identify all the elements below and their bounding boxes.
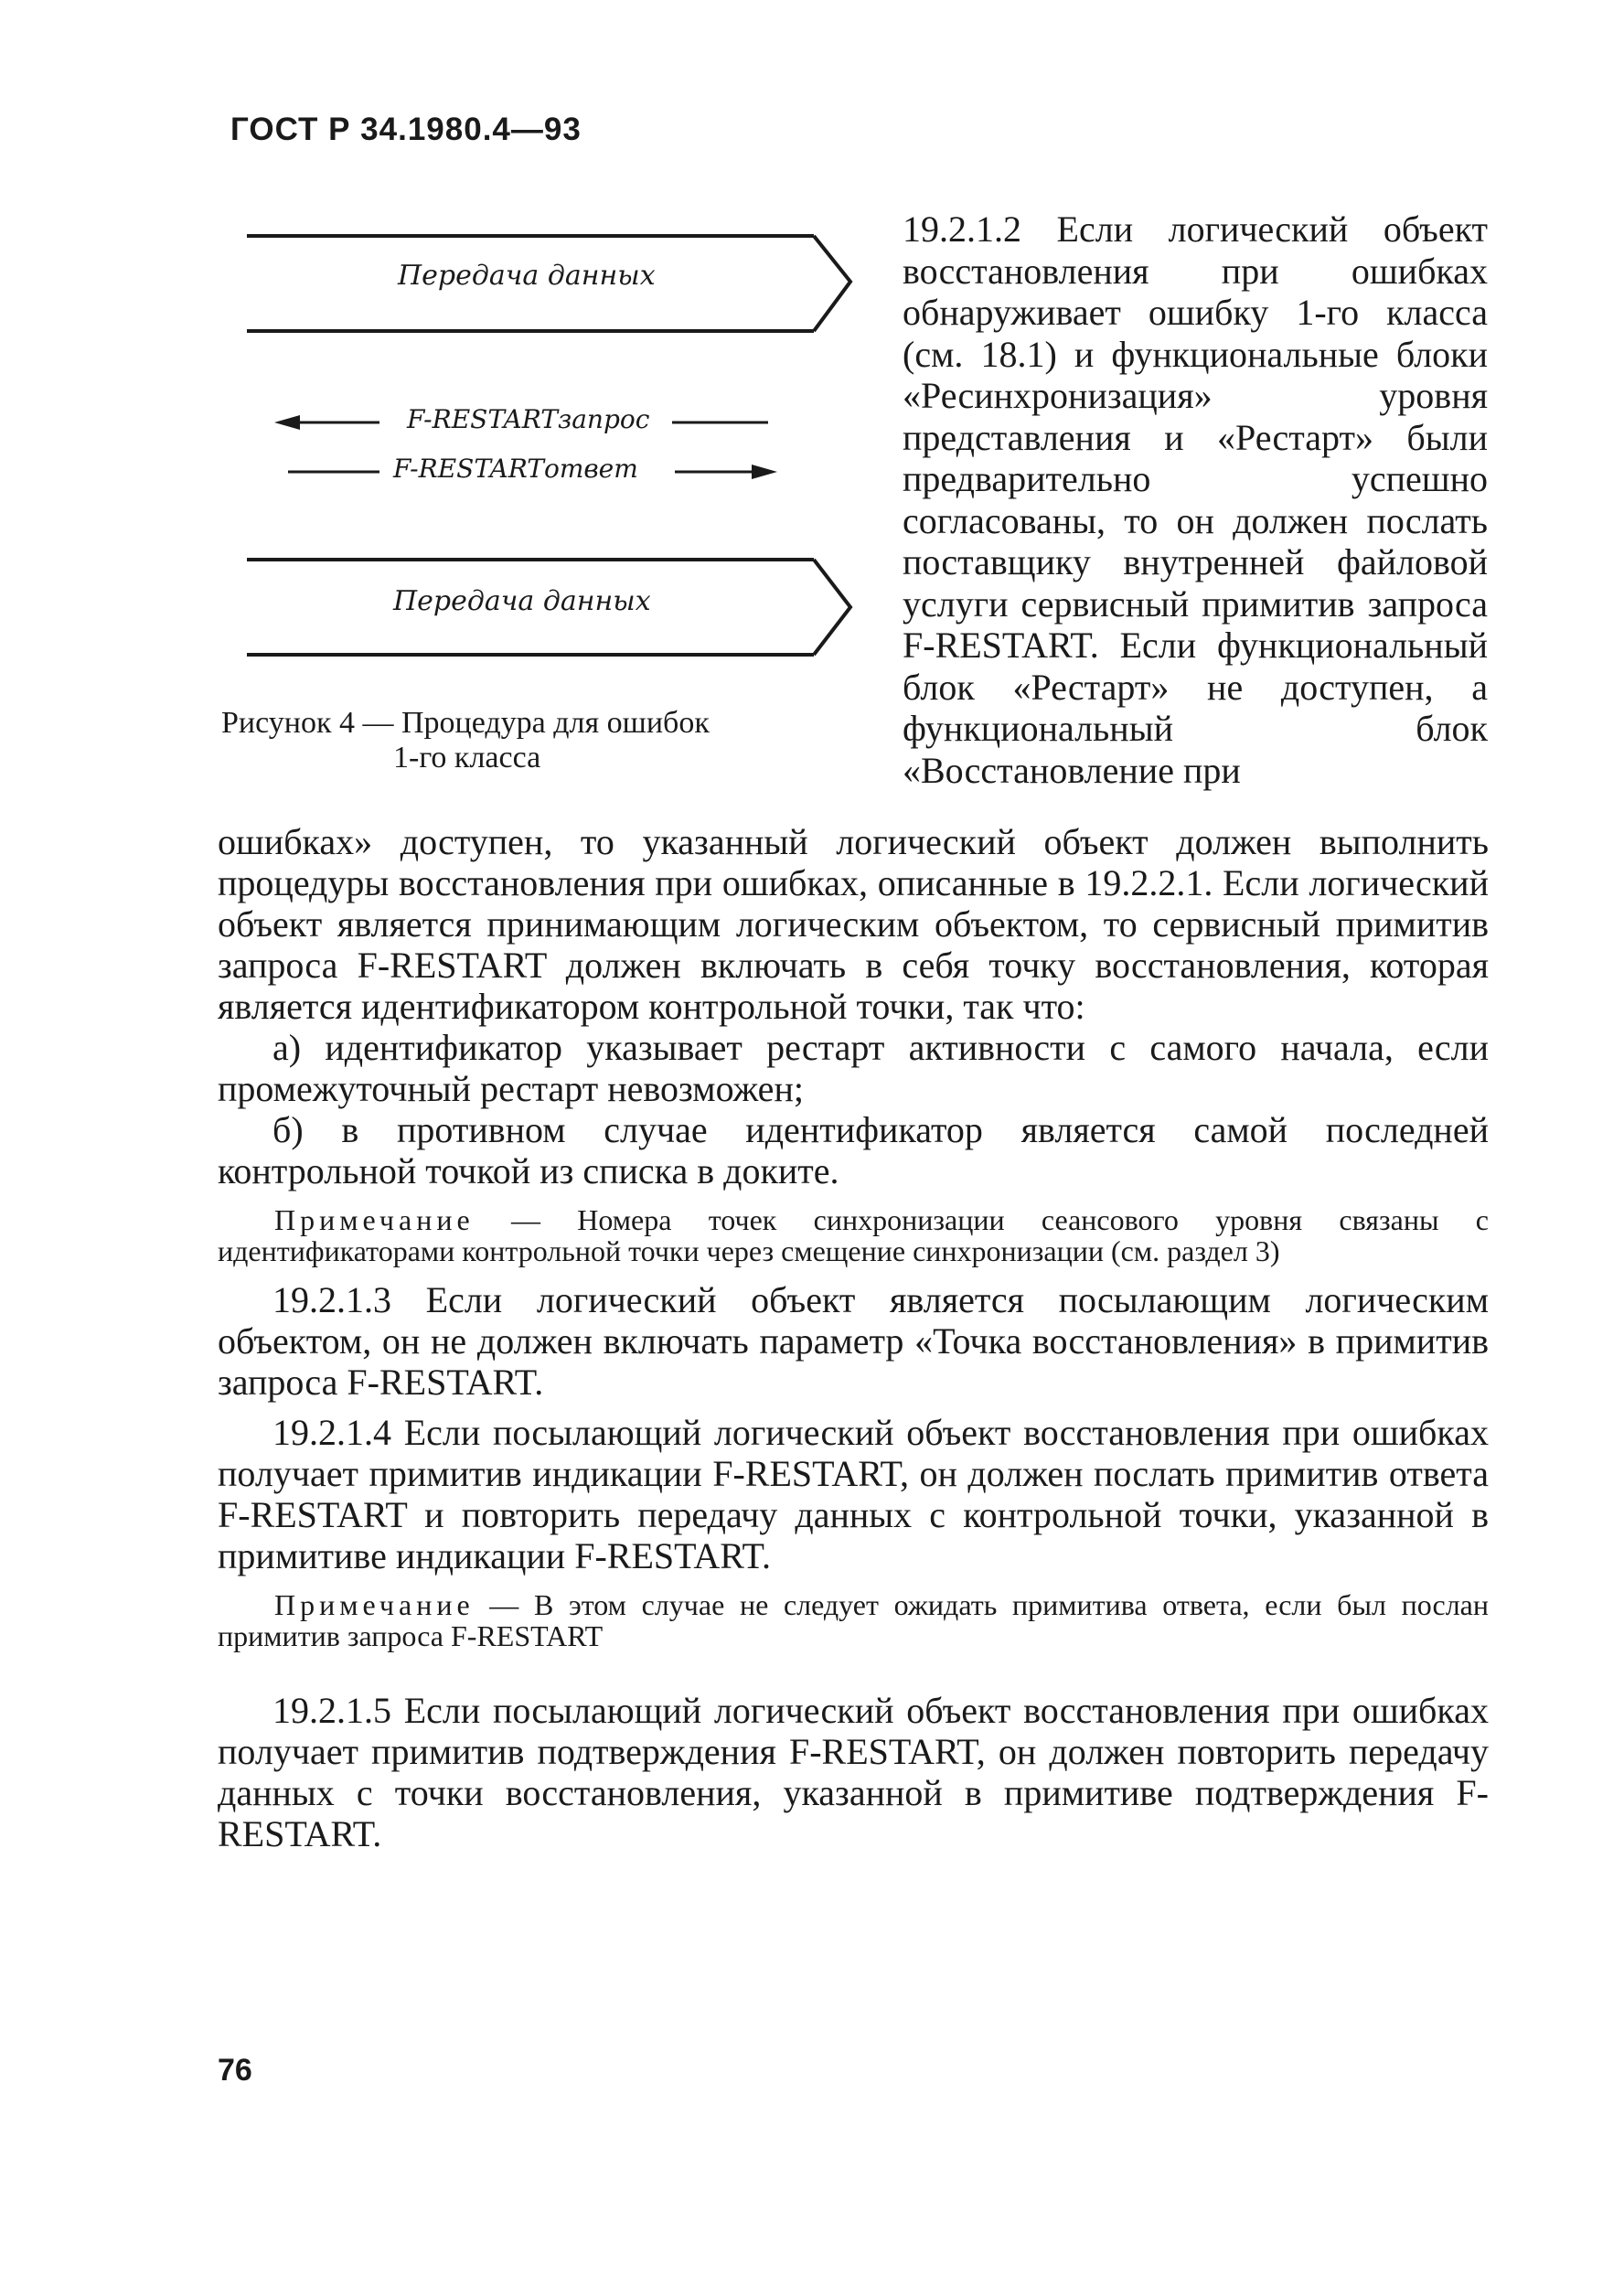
note-2-label: Примечание <box>274 1588 475 1621</box>
paragraph-19-2-1-2-start: 19.2.1.2 Если логический объект восстановления при ошибках обнаруживает ошибку 1-го класса (см. 18.1) и функциональные блоки «Ресинхронизация» уровня представления и «Рестарт» были предварительно успешно согласованы, то он должен послать поставщику внутренней файловой услуги сервисный примитив запроса F-RESTART. Если функциональный блок «Рестарт» не доступен, а функциональный блок «Восстановление при <box>903 208 1488 791</box>
paragraph-19-2-1-5: 19.2.1.5 Если посылающий логический объект восстановления при ошибках получает примитив подтверждения F-RESTART, он должен повторить передачу данных с точки восстановления, указанной в примитиве подтверждения F-RESTART. <box>218 1690 1489 1854</box>
page-number: 76 <box>218 2053 252 2088</box>
note-2-text: — В этом случае не следует ожидать примитива ответа, если был послан примитив запроса F-RESTART <box>218 1588 1489 1652</box>
data-transfer-label-top: Передача данных <box>398 260 656 292</box>
note-1 <box>218 1204 1489 1266</box>
caption-line-2: 1-го класса <box>393 741 541 774</box>
list-item-b: б) в противном случае идентификатор является самой последней контрольной точкой из списка в доките. <box>218 1109 1489 1191</box>
data-transfer-label-bottom: Передача данных <box>393 585 651 617</box>
figure-4-diagram <box>219 201 860 774</box>
figure-caption <box>219 706 841 775</box>
main-text <box>218 821 1489 1854</box>
list-item-a: а) идентификатор указывает рестарт активности с самого начала, если промежуточный рестарт невозможен; <box>218 1027 1489 1109</box>
caption-line-1: Рисунок 4 — Процедура для ошибок <box>221 706 710 740</box>
response-label: F-RESTARTответ <box>393 454 638 484</box>
note-2 <box>218 1589 1489 1651</box>
document-header: ГОСТ Р 34.1980.4—93 <box>230 112 582 147</box>
paragraph-19-2-1-2-continuation: ошибках» доступен, то указанный логический объект должен выполнить процедуры восстановления при ошибках, описанные в 19.2.2.1. Если логический объект является принимающим логическим объектом, то сервисный примитив запроса F-RESTART должен включать в себя точку восстановления, которая является идентификатором контрольной точки, так что: <box>218 821 1489 1027</box>
note-1-label: Примечание <box>274 1203 475 1236</box>
request-label: F-RESTARTзапрос <box>407 404 650 434</box>
note-1-text: — Номера точек синхронизации сеансового уровня связаны с идентификаторами контрольной точки через смещение синхронизации (см. раздел 3) <box>218 1203 1489 1267</box>
paragraph-19-2-1-3: 19.2.1.3 Если логический объект является посылающим логическим объектом, он не должен включать параметр «Точка восстановления» в примитив запроса F-RESTART. <box>218 1279 1489 1403</box>
paragraph-19-2-1-4: 19.2.1.4 Если посылающий логический объект восстановления при ошибках получает примитив индикации F-RESTART, он должен послать примитив ответа F-RESTART и повторить передачу данных с контрольной точки, указанной в примитиве индикации F-RESTART. <box>218 1412 1489 1576</box>
